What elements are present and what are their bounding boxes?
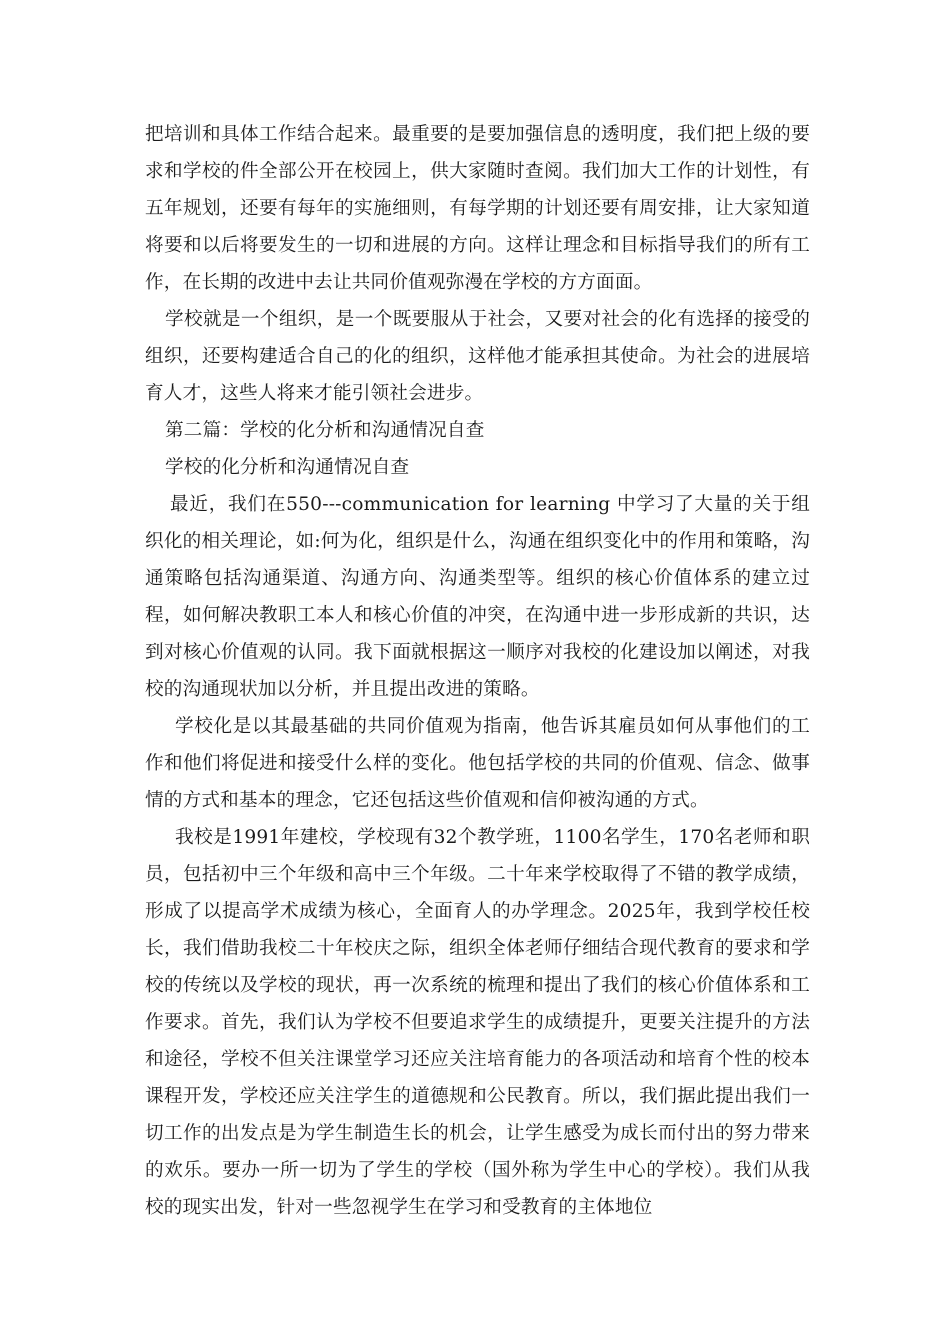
section-subheading: 学校的化分析和沟通情况自查 bbox=[165, 457, 410, 478]
paragraph-5: 我校是1991年建校，学校现有32个教学班，1100名学生，170名老师和职员，包括初中三个年级和高中三个年级。二十年来学校取得了不错的教学成绩，形成了以提高学术成绩为核心，全面育人的办学理念。2025年，我到学校任校长，我们借助我校二十年校庆之际，组织全体老师仔细结合现代教育的要求和学校的传统以及学校的现状，再一次系统的梳理和提出了我们的核心价值体系和工作要求。首先，我们认为学校不但要追求学生的成绩提升，更要关注提升的方法和途径，学校不但关注课堂学习还应关注培育能力的各项活动和培育个性的校本课程开发，学校还应关注学生的道德规和公民教育。所以，我们据此提出我们一切工作的出发点是为学生制造生长的机会，让学生感受为成长而付出的努力带来的欢乐。要办一所一切为了学生的学校（国外称为学生中心的学校）。我们从我校的现实出发，针对一些忽视学生在学习和受教育的主体地位 bbox=[145, 827, 810, 1218]
section-heading: 第二篇：学校的化分析和沟通情况自查 bbox=[165, 420, 485, 441]
paragraph-1: 把培训和具体工作结合起来。最重要的是要加强信息的透明度，我们把上级的要求和学校的件全部公开在校园上，供大家随时查阅。我们加大工作的计划性，有五年规划，还要有每年的实施细则，有每学期的计划还要有周安排，让大家知道将要和以后将要发生的一切和进展的方向。这样让理念和目标指导我们的所有工作，在长期的改进中去让共同价值观弥漫在学校的方方面面。 bbox=[145, 124, 810, 293]
paragraph-4: 学校化是以其最基础的共同价值观为指南，他告诉其雇员如何从事他们的工作和他们将促进和接受什么样的变化。他包括学校的共同的价值观、信念、做事情的方式和基本的理念，它还包括这些价值观和信仰被沟通的方式。 bbox=[145, 716, 810, 811]
paragraph-2: 学校就是一个组织，是一个既要服从于社会，又要对社会的化有选择的接受的组织，还要构建适合自己的化的组织，这样他才能承担其使命。为社会的进展培育人才，这些人将来才能引领社会进步。 bbox=[145, 309, 810, 404]
body-text-top bbox=[145, 116, 810, 1226]
paragraph-3: 最近，我们在550---communication for learning 中学习了大量的关于组织化的相关理论，如:何为化，组织是什么，沟通在组织变化中的作用和策略，沟通策略包括沟通渠道、沟通方向、沟通类型等。组织的核心价值体系的建立过程，如何解决教职工本人和核心价值的冲突，在沟通中进一步形成新的共识，达到对核心价值观的认同。我下面就根据这一顺序对我校的化建设加以阐述，对我校的沟通现状加以分析，并且提出改进的策略。 bbox=[145, 494, 810, 700]
